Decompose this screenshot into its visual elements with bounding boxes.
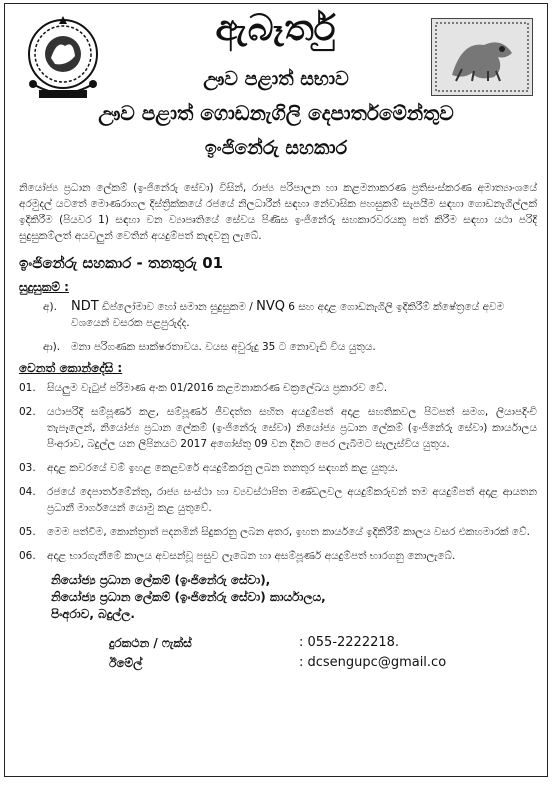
contact-block <box>109 633 537 673</box>
post-title: ඉංජිනේරු සහකාර <box>204 137 348 159</box>
item-mark: අ). <box>43 301 57 313</box>
nvq-text: NVQ <box>256 299 285 314</box>
conditions-label: වෙනත් කොන්දේසි : <box>19 361 123 375</box>
condition-item: 02. යථාපරිදි සම්පූර්ණ කළ, සම්පූර්ණ ජීවදත්ත සහිත අයදුම්පත් අදාළ සහතිකවල පිටපත් සමග, ලියාපදිංචි තැපෑලෙන්, නියෝජ්‍ය ප්‍රධාන ලේකම් (ඉංජිනේරු සේවා) නියෝජ්‍ය ප්‍රධාන ලේකම් (ඉංජිනේරු සේවා) කාර්යාලය පිංඅරාව, බදුල්ල යන ලිපිනයට 2017 අගෝස්තු 09 වන දිනට පෙර ලැබීමට සැලැස්විය යුතුය. <box>19 406 537 450</box>
department-name: ඌව පළාත් ගොඩනැගිලි දෙපාර්තමේන්තුව <box>98 101 454 125</box>
council-name: ඌව පළාත් සභාව <box>203 68 349 90</box>
condition-item: 04. රජයේ දෙපාර්තමේන්තු, රාජ්‍ය සංස්ථා හා ව්‍යවස්ථාපිත මණ්ඩලවල අයදුම්කරුවන් තම අයදුම්පත් අදාළ ආයතන ප්‍රධානී මාර්ගයෙන් යොමු කළ යුතුවේ. <box>19 486 537 514</box>
email-value: : dcsengupc@gmail.co <box>299 655 447 670</box>
condition-item: 03. අදාළ කවරයේ වම් ඉහළ කෙළවරේ අයදුම්කරනු ලබන තනතුර සඳහන් කළ යුතුය. <box>19 462 399 474</box>
notice-page <box>4 3 548 777</box>
qualifications-list <box>19 299 537 355</box>
email-row <box>109 653 537 673</box>
item-mark: ආ). <box>43 341 61 353</box>
notice-body <box>5 180 547 673</box>
condition-item: 05. මෙම පත්වීම, කොන්ත්‍රාත් පදනමින් සිදුකරනු ලබන අතර, ඉහත කාර්යයේ ඉදිකිරීම් කාලය වසර එකහමාරක් වේ. <box>19 526 530 538</box>
email-label: ඊමේල් <box>109 656 143 670</box>
phone-row <box>109 633 537 653</box>
phone-label: දුරකථන / ෆැක්ස් <box>109 636 192 650</box>
ndt-text: NDT <box>71 299 99 314</box>
phone-value: : 055-2222218. <box>299 635 400 650</box>
postal-address: නියෝජ්‍ය ප්‍රධාන ලේකම් (ඉංජිනේරු සේවා), නියෝජ්‍ය ප්‍රධාන ලේකම් (ඉංජිනේරු සේවා) කාර්යාලය, පිංඅරාව, බදුල්ල. <box>51 573 326 621</box>
condition-item: 06. අදාළ භාරගැනීමේ කාලය අවසන්වූ පසුව ලැබෙන හා අසම්පූර්ණ අයදුම්පත් භාරගනු නොලැබේ. <box>19 550 456 562</box>
notice-header <box>5 4 547 178</box>
vacancies-title: ඇබෑර්තු <box>215 8 337 49</box>
qualifications-label: සුදුසුකම් : <box>19 280 69 294</box>
post-line: ඉංජිනේරු සහකාර - තනතුරු 01 <box>19 254 224 272</box>
intro-paragraph: නියෝජ්‍ය ප්‍රධාන ලේකම් (ඉංජිනේරු සේවා) විසින්, රාජ්‍ය පරිපාලන හා කළමනාකරණ ප්‍රතිසංස්කරණ අමාත්‍යාංශයේ අරමුදල් යටතේ මොණරාගල දිස්ත්‍රික්කයේ රජයේ නිලධාරීන් සඳහා නේවාසික පහසුකම් සැපයීම සඳහා ගොඩනැගිල්ලක් ඉදිකිරීම (පියවර 1) සඳහා වන ව්‍යාපෘතියේ සේවය පිණිස ඉංජිනේරු සහකාරවරයකු පත් කිරීම සඳහා යථා පරිදි සුදුසුකම්ලත් අයවලුන් වෙතින් අයදුම්පත් කැඳවනු ලැබේ. <box>19 182 537 242</box>
qualification-item: ආ). මනා පරිගණක සාක්ෂරතාවය. වයස අවුරුදු 35 ට නොවැඩි විය යුතුය. <box>19 339 537 355</box>
condition-item: 01. සියලුම වැටුප් පරිමාණ අංක 01/2016 කළමනාකරණ චක්‍රලේඛය ප්‍රකාරව වේ. <box>19 382 388 394</box>
qualification-item: අ). NDT ඩිප්ලෝමාව හෝ සමාන සුදුසුකම / NVQ 6 සහ අදාළ ගොඩනැගිලි ඉදිකිරීම් ක්ෂේත්‍රයේ අවම වශයෙන් වසරක පළපුරුද්ද. <box>19 299 537 331</box>
conditions-list <box>19 380 537 564</box>
